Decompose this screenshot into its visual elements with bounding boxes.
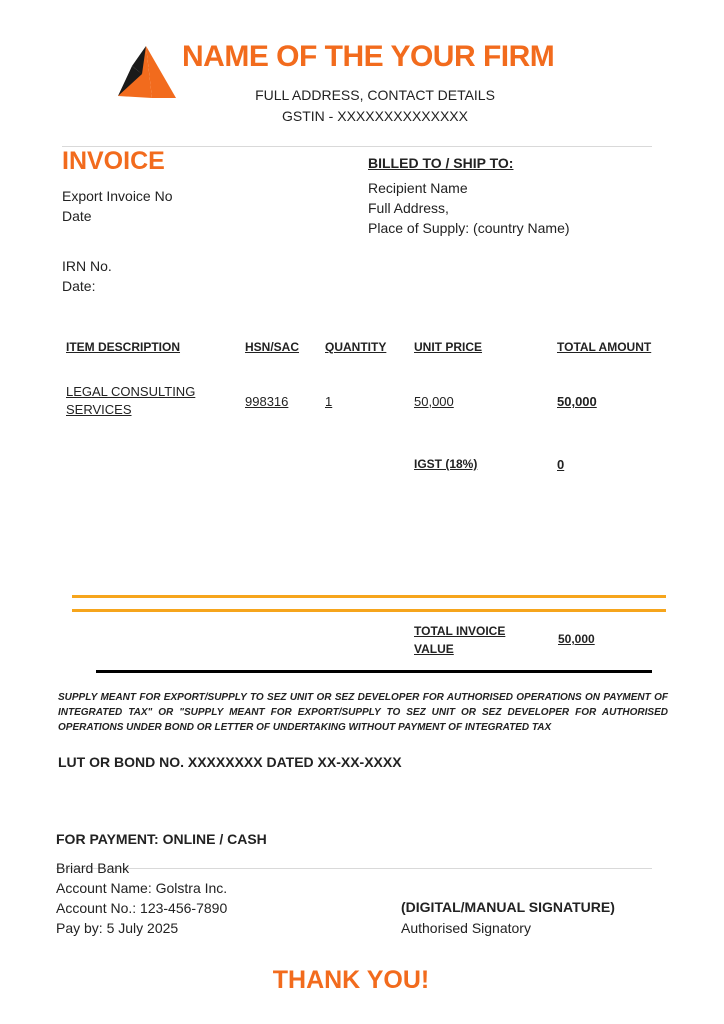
item-description-line2: SERVICES: [66, 402, 132, 417]
firm-name: NAME OF THE YOUR FIRM: [182, 40, 555, 73]
item-quantity: 1: [325, 394, 333, 409]
item-total: 50,000: [557, 394, 597, 409]
bank-name: Briard Bank: [56, 860, 130, 876]
recipient-address: Full Address,: [368, 200, 449, 216]
header-unit-price: UNIT PRICE: [414, 340, 483, 354]
item-hsn: 998316: [245, 394, 289, 409]
place-of-supply: Place of Supply: (country Name): [368, 220, 570, 236]
invoice-title: INVOICE: [62, 147, 165, 175]
total-label-line2: VALUE: [414, 642, 454, 656]
lut-bond-number: LUT OR BOND NO. XXXXXXXX DATED XX-XX-XXXX: [58, 754, 402, 770]
total-invoice-value: 50,000: [558, 632, 595, 646]
payment-title: FOR PAYMENT: ONLINE / CASH: [56, 831, 267, 847]
signature-title: (DIGITAL/MANUAL SIGNATURE): [401, 899, 615, 915]
irn-label: IRN No.: [62, 258, 112, 274]
header-quantity: QUANTITY: [325, 340, 387, 354]
total-label-line1: TOTAL INVOICE: [414, 624, 506, 638]
supply-note: SUPPLY MEANT FOR EXPORT/SUPPLY TO SEZ UNIT OR SEZ DEVELOPER FOR AUTHORISED OPERATIONS ON PAYMENT OF INTEGRATED TAX" OR "SUPPLY MEANT FOR EXPORT/SUPPLY TO SEZ UNIT OR SEZ DEVELOPER FOR AUTHORISED OPERATIONS UNDER BOND OR LETTER OF UNDERTAKING WITHOUT PAYMENT OF INTEGRATED TAX: [58, 692, 668, 733]
igst-label: IGST (18%): [414, 457, 478, 471]
firm-address: FULL ADDRESS, CONTACT DETAILS: [255, 87, 495, 103]
authorised-signatory: Authorised Signatory: [401, 920, 531, 936]
item-description-line1: LEGAL CONSULTING: [66, 384, 196, 399]
account-number: Account No.: 123-456-7890: [56, 900, 228, 916]
igst-value: 0: [557, 457, 565, 472]
invoice-date-label: Date: [62, 208, 92, 224]
firm-gstin: GSTIN - XXXXXXXXXXXXXX: [282, 108, 468, 124]
pay-by-date: Pay by: 5 July 2025: [56, 920, 179, 936]
total-invoice-value-label: [414, 622, 534, 658]
header-total-amount: TOTAL AMOUNT: [557, 340, 652, 354]
header-hsn-sac: HSN/SAC: [245, 340, 300, 354]
billed-to-title: BILLED TO / SHIP TO:: [368, 155, 514, 171]
total-separator: [96, 670, 652, 673]
thank-you-footer: THANK YOU!: [272, 966, 430, 994]
recipient-name: Recipient Name: [368, 180, 468, 196]
account-name: Account Name: Golstra Inc.: [56, 880, 228, 896]
total-divider-top: [72, 595, 666, 598]
payment-divider: [56, 868, 652, 869]
total-divider-bottom: [72, 609, 666, 612]
export-invoice-no-label: Export Invoice No: [62, 188, 173, 204]
header-item-description: ITEM DESCRIPTION: [66, 340, 181, 354]
item-unit-price: 50,000: [414, 394, 454, 409]
irn-date-label: Date:: [62, 278, 96, 294]
